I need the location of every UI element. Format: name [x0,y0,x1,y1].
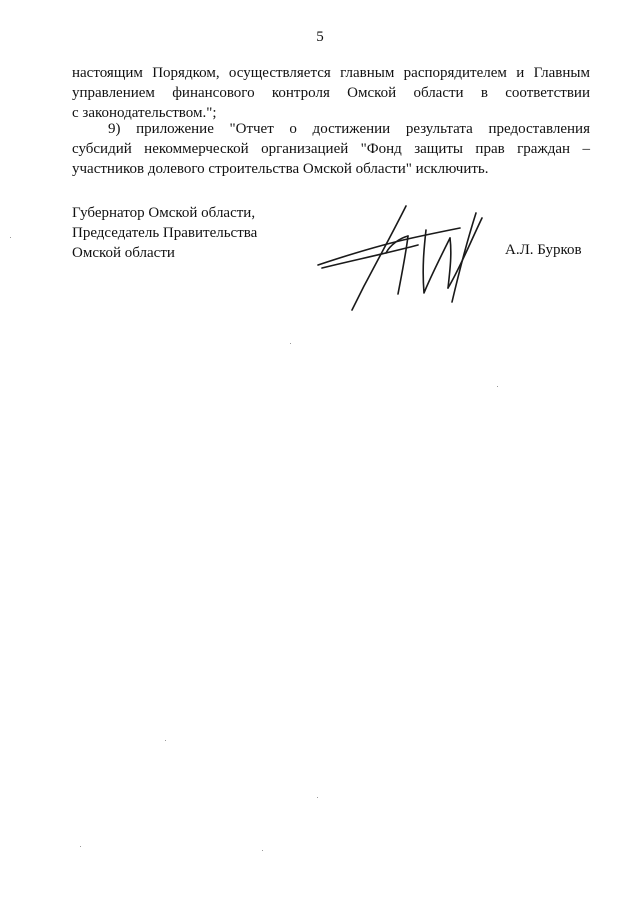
paragraph-item-9 [72,119,590,179]
signatory-position [72,203,257,263]
scan-speck [290,343,291,344]
scan-speck [80,846,81,847]
scan-speck [317,797,318,798]
page-number: 5 [316,29,324,45]
text-line: субсидий некоммерческой организацией "Фонд защиты прав граждан – [72,141,590,157]
scan-speck [497,386,498,387]
paragraph-order-text [72,63,590,123]
position-line: Губернатор Омской области, [72,205,256,221]
signer-name: А.Л. Бурков [505,242,582,258]
scan-speck [262,850,263,851]
text-line: участников долевого строительства Омской области" исключить. [72,161,489,177]
scan-speck [165,740,166,741]
text-line: настоящим Порядком, осуществляется главным распорядителем и Главным [72,65,590,81]
text-line: с законодательством."; [72,105,217,121]
text-line: управлением финансового контроля Омской области в соответствии [72,85,590,101]
position-line: Председатель Правительства [72,225,258,241]
position-line: Омской области [72,245,175,261]
handwritten-signature [300,198,500,313]
scan-speck [10,237,11,238]
text-line: 9) приложение "Отчет о достижении результата предоставления [108,121,590,137]
